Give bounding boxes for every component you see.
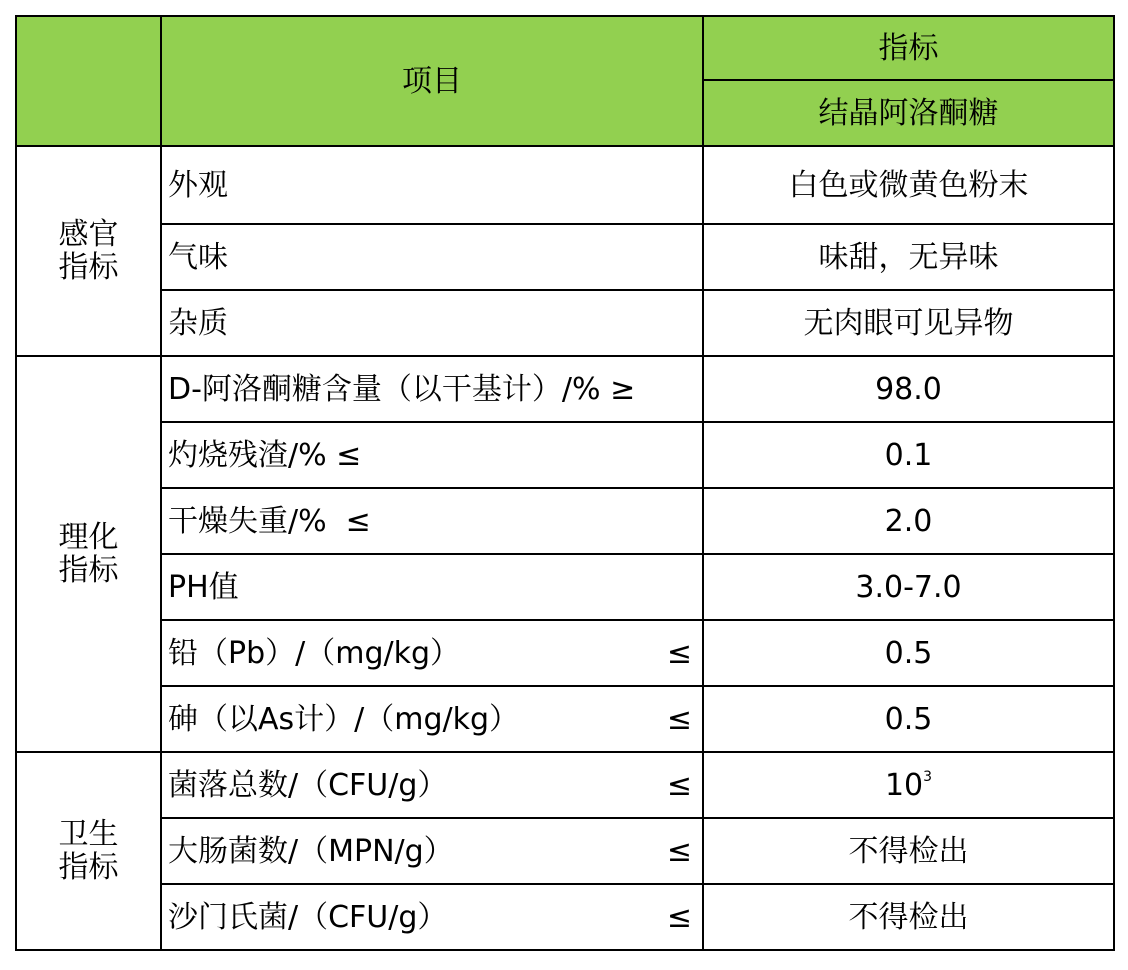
value-exponent: 3 (923, 768, 933, 785)
item-label: D-阿洛酮糖含量（以干基计）/% ≥ (168, 371, 636, 407)
category-label: 理化 指标 (58, 520, 119, 588)
item-cell (161, 488, 703, 554)
comparison-sign: ≤ (666, 701, 692, 737)
value-cell: 不得检出 (703, 818, 1114, 884)
header-product: 结晶阿洛酮糖 (703, 80, 1114, 146)
table-row (16, 752, 1114, 818)
table-row (16, 686, 1114, 752)
item-cell (161, 620, 703, 686)
category-hygiene (16, 752, 161, 950)
item-cell (161, 884, 703, 950)
value-cell: 白色或微黄色粉末 (703, 146, 1114, 224)
value-cell: 0.1 (703, 422, 1114, 488)
table-row (16, 488, 1114, 554)
item-label: 外观 (168, 167, 228, 203)
value-cell: 98.0 (703, 356, 1114, 422)
specification-table (15, 15, 1115, 951)
item-label: 砷（以As计）/（mg/kg） (168, 701, 520, 737)
table-row (16, 290, 1114, 356)
header-blank-cell (16, 16, 161, 146)
table-row (16, 356, 1114, 422)
table-row (16, 818, 1114, 884)
category-physicochemical (16, 356, 161, 752)
item-cell (161, 290, 703, 356)
category-label: 感官 指标 (58, 217, 119, 285)
comparison-sign: ≤ (666, 767, 692, 803)
value-cell (703, 752, 1114, 818)
category-label: 卫生 指标 (58, 817, 119, 885)
item-label: 菌落总数/（CFU/g） (168, 767, 448, 803)
item-cell (161, 224, 703, 290)
table-row (16, 224, 1114, 290)
value-cell: 3.0-7.0 (703, 554, 1114, 620)
item-cell (161, 422, 703, 488)
header-row (16, 16, 1114, 80)
comparison-sign: ≤ (666, 899, 692, 935)
item-cell (161, 686, 703, 752)
value-base: 10 (884, 767, 924, 803)
item-cell (161, 146, 703, 224)
comparison-sign: ≤ (666, 833, 692, 869)
item-cell (161, 356, 703, 422)
item-label: 气味 (168, 239, 228, 275)
item-label: 杂质 (168, 305, 228, 341)
item-cell (161, 818, 703, 884)
table-row (16, 146, 1114, 224)
header-item: 项目 (161, 16, 703, 146)
table-row (16, 620, 1114, 686)
item-label: 铅（Pb）/（mg/kg） (168, 635, 461, 671)
value-cell: 不得检出 (703, 884, 1114, 950)
item-label: 干燥失重/% ≤ (168, 503, 371, 539)
item-label: 灼烧残渣/% ≤ (168, 437, 362, 473)
item-label: PH值 (168, 569, 239, 605)
table-row (16, 554, 1114, 620)
value-cell: 无肉眼可见异物 (703, 290, 1114, 356)
value-cell: 0.5 (703, 620, 1114, 686)
value-cell: 0.5 (703, 686, 1114, 752)
header-indicator: 指标 (703, 16, 1114, 80)
comparison-sign: ≤ (666, 635, 692, 671)
value-cell: 味甜，无异味 (703, 224, 1114, 290)
table-row (16, 422, 1114, 488)
item-label: 大肠菌数/（MPN/g） (168, 833, 454, 869)
item-cell (161, 752, 703, 818)
item-cell (161, 554, 703, 620)
category-sensory (16, 146, 161, 356)
value-cell: 2.0 (703, 488, 1114, 554)
table-row (16, 884, 1114, 950)
item-label: 沙门氏菌/（CFU/g） (168, 899, 448, 935)
